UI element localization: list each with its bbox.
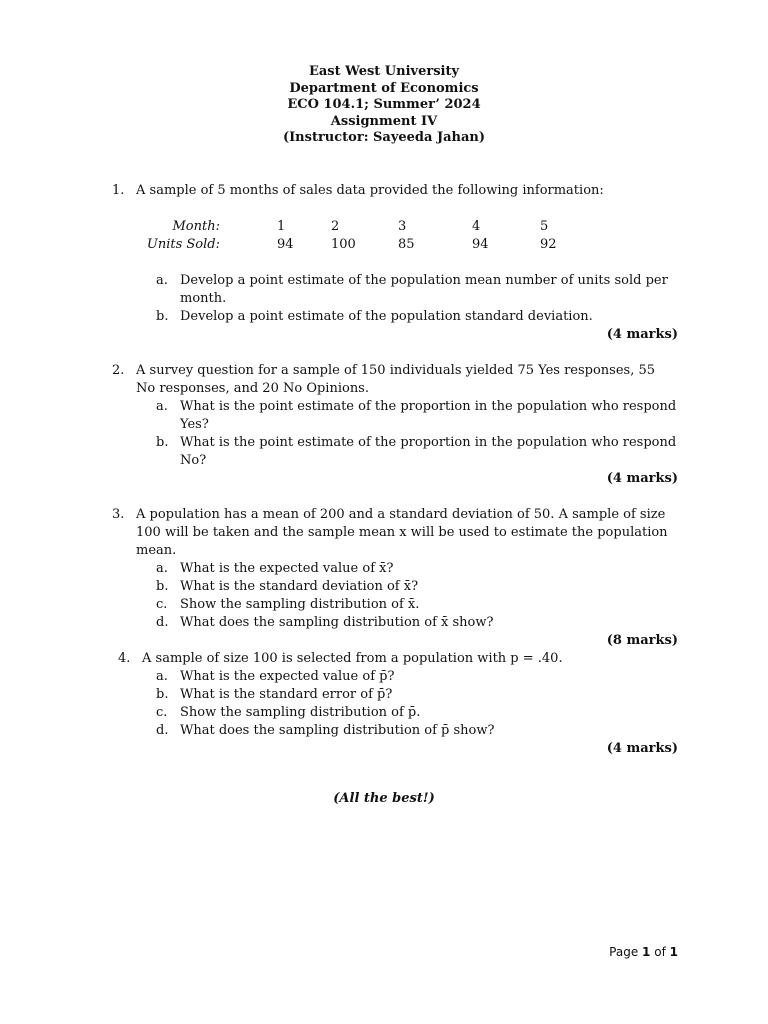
sub-question: [156, 614, 678, 632]
total-pages: 1: [669, 945, 678, 959]
question-4: [112, 650, 678, 758]
question-number: 4.: [118, 651, 131, 666]
row-label: Units Sold:: [146, 237, 220, 252]
document-header: [0, 64, 768, 147]
table-cell: 3: [398, 219, 407, 234]
sub-text: What does the sampling distribution of x̄ show?: [180, 615, 494, 630]
sub-question: [156, 596, 678, 614]
sub-label: b.: [156, 309, 169, 324]
question-3: [112, 506, 678, 650]
table-cell: 5: [540, 219, 549, 234]
page-word: Page: [609, 945, 639, 959]
question-2: [112, 362, 678, 488]
sub-label: b.: [156, 435, 169, 450]
sub-question: [156, 272, 678, 308]
table-row-month: [112, 218, 612, 236]
assignment-title: Assignment IV: [330, 113, 438, 129]
sub-label: c.: [156, 597, 168, 612]
sub-question: [156, 704, 678, 722]
marks-label: (8 marks): [606, 633, 678, 648]
sub-text: Show the sampling distribution of p̄.: [180, 705, 421, 720]
question-text: A sample of size 100 is selected from a population with p = .40.: [142, 651, 563, 666]
question-1-parts: [112, 272, 678, 344]
sales-data-table: [112, 218, 612, 254]
sub-label: a.: [156, 669, 168, 684]
sub-text: What is the point estimate of the proportion in the population who respond No?: [180, 435, 677, 468]
sub-question: [156, 578, 678, 596]
marks-label: (4 marks): [606, 471, 678, 486]
sub-text: Show the sampling distribution of x̄.: [180, 597, 420, 612]
university-name: East West University: [308, 64, 460, 79]
department-name: Department of Economics: [289, 80, 479, 96]
question-text: A sample of 5 months of sales data provided the following information:: [136, 183, 604, 198]
sub-label: c.: [156, 705, 168, 720]
table-row-units: [112, 236, 612, 254]
question-text: A population has a mean of 200 and a standard deviation of 50. A sample of size 100 will be taken and the sample mean x will be used to estimate the population mean.: [136, 507, 668, 558]
sub-question: [156, 398, 678, 434]
sub-label: a.: [156, 399, 168, 414]
question-1: [112, 182, 678, 200]
table-cell: 85: [398, 237, 415, 252]
sub-label: d.: [156, 723, 169, 738]
sub-text: Develop a point estimate of the population mean number of units sold per month.: [180, 273, 668, 306]
table-cell: 94: [277, 237, 294, 252]
sub-text: What is the standard error of p̄?: [180, 687, 393, 702]
row-label: Month:: [172, 219, 220, 234]
sub-text: Develop a point estimate of the population standard deviation.: [180, 309, 593, 324]
sub-label: a.: [156, 273, 168, 288]
table-cell: 94: [472, 237, 489, 252]
sub-question: [156, 668, 678, 686]
current-page: 1: [642, 945, 651, 959]
sub-question: [156, 722, 678, 740]
question-number: 2.: [112, 363, 125, 378]
table-cell: 1: [277, 219, 286, 234]
sub-text: What is the expected value of p̄?: [180, 669, 395, 684]
question-number: 3.: [112, 507, 125, 522]
table-cell: 92: [540, 237, 557, 252]
sub-label: d.: [156, 615, 169, 630]
sub-question: [156, 686, 678, 704]
question-number: 1.: [112, 183, 125, 198]
sub-text: What is the standard deviation of x̄?: [180, 579, 419, 594]
sub-question: [156, 560, 678, 578]
table-cell: 100: [331, 237, 356, 252]
sub-question: [156, 434, 678, 470]
instructor-name: (Instructor: Sayeeda Jahan): [282, 130, 486, 145]
sub-text: What is the expected value of x̄?: [180, 561, 394, 576]
question-text: A survey question for a sample of 150 individuals yielded 75 Yes responses, 55 No responses, and 20 No Opinions.: [136, 363, 656, 396]
sub-label: b.: [156, 579, 169, 594]
table-cell: 2: [331, 219, 340, 234]
sub-text: What is the point estimate of the proportion in the population who respond Yes?: [180, 399, 677, 432]
marks-label: (4 marks): [606, 741, 678, 756]
sub-text: What does the sampling distribution of p̄ show?: [180, 723, 495, 738]
sub-question: [156, 308, 678, 326]
course-code: ECO 104.1; Summer’ 2024: [287, 97, 481, 112]
sub-label: a.: [156, 561, 168, 576]
table-cell: 4: [472, 219, 481, 234]
sub-label: b.: [156, 687, 169, 702]
of-word: of: [654, 945, 666, 959]
closing-message: (All the best!): [333, 791, 435, 806]
marks-label: (4 marks): [606, 327, 678, 342]
page-number: [609, 943, 678, 961]
